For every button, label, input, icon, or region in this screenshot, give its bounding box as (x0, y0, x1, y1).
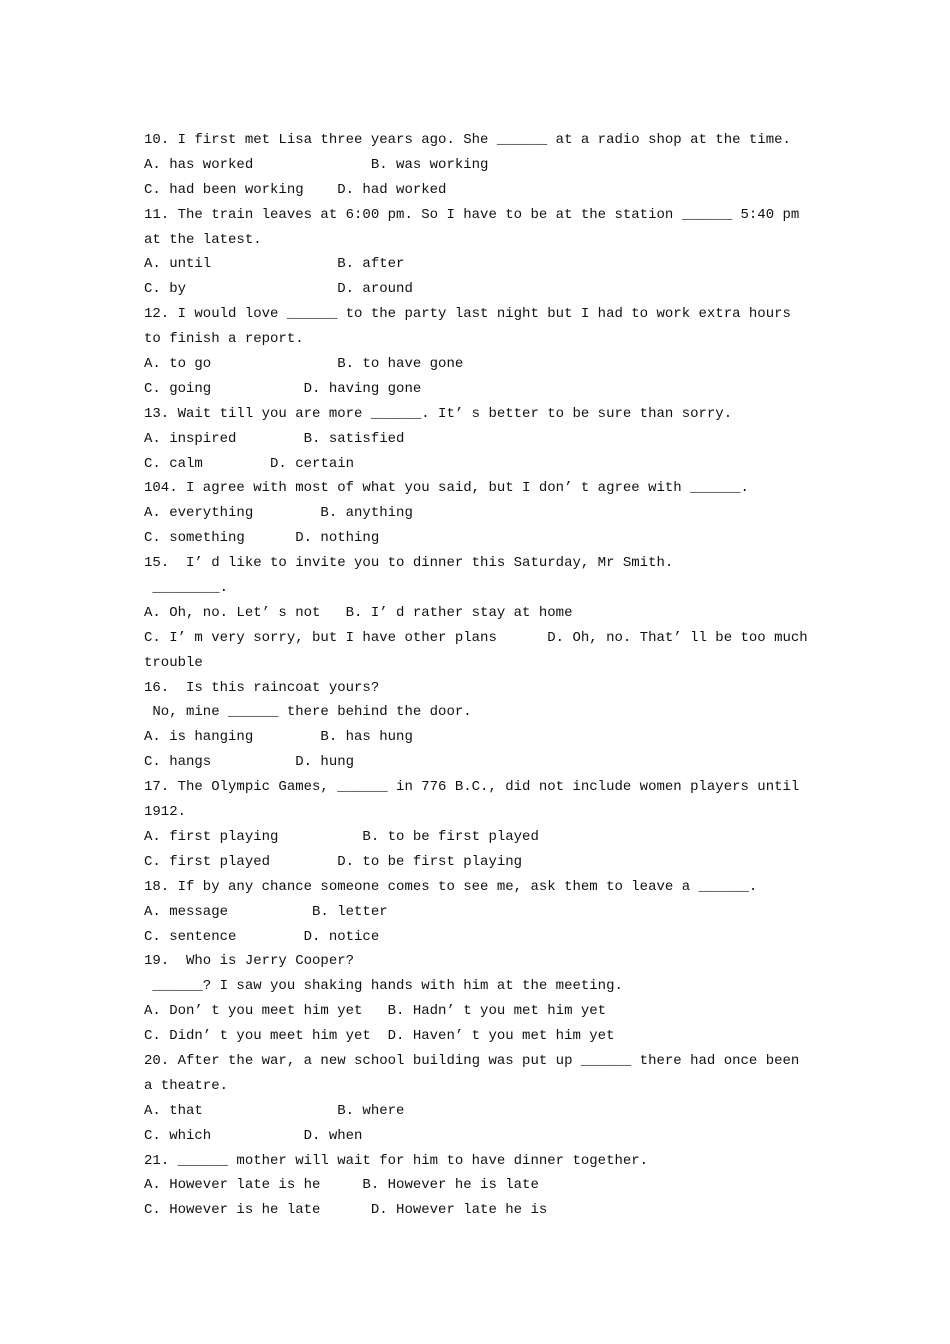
question-text-line: 16. Is this raincoat yours? (144, 679, 380, 696)
answer-options-line: C. had been working D. had worked (144, 181, 447, 198)
question-text-line: a theatre. (144, 1077, 229, 1094)
answer-options-line: A. inspired B. satisfied (144, 430, 405, 447)
question-text-line: 10. I first met Lisa three years ago. She ______ at a radio shop at the time. (144, 132, 791, 148)
answer-options-line: A. message B. letter (144, 903, 388, 920)
question-text-line: 21. ______ mother will wait for him to have dinner together. (144, 1152, 649, 1169)
question-text-line: No, mine ______ there behind the door. (144, 704, 472, 721)
question-text-line: 1912. (144, 804, 187, 821)
answer-options-line: C. calm D. certain (144, 455, 355, 472)
answer-options-line: C. Didn’ t you meet him yet D. Haven’ t you met him yet (144, 1028, 615, 1045)
answer-options-line: C. sentence D. notice (144, 928, 380, 945)
question-text-line: ________. (144, 580, 229, 597)
answer-options-line: C. However is he late D. However late he is (144, 1202, 548, 1219)
answer-options-line: C. first played D. to be first playing (144, 853, 523, 870)
answer-options-line: C. by D. around (144, 281, 413, 298)
answer-options-line: A. that B. where (144, 1102, 405, 1119)
question-text-line: 19. Who is Jerry Cooper? (144, 953, 355, 970)
answer-options-line: C. which D. when (144, 1127, 363, 1144)
question-text-line: 104. I agree with most of what you said, but I don’ t agree with ______. (144, 480, 749, 497)
question-text-line: 20. After the war, a new school building was put up ______ there had once been (144, 1052, 800, 1069)
answer-options-line: A. everything B. anything (144, 505, 413, 522)
answer-options-line: C. I’ m very sorry, but I have other plans D. Oh, no. That’ ll be too much (144, 629, 808, 646)
question-text-line: ______? I saw you shaking hands with him at the meeting. (144, 978, 623, 995)
question-text-line: 15. I’ d like to invite you to dinner this Saturday, Mr Smith. (144, 555, 674, 572)
answer-options-line: C. going D. having gone (144, 380, 422, 397)
question-text-line: to finish a report. (144, 331, 304, 348)
exam-document (144, 128, 808, 1223)
question-text-line: 11. The train leaves at 6:00 pm. So I have to be at the station ______ 5:40 pm (144, 206, 800, 223)
answer-options-line: A. to go B. to have gone (144, 356, 464, 373)
answer-options-line: A. However late is he B. However he is late (144, 1177, 539, 1194)
question-text-line: trouble (144, 654, 203, 671)
question-text-line: 12. I would love ______ to the party last night but I had to work extra hours (144, 306, 791, 323)
answer-options-line: C. hangs D. hung (144, 754, 355, 771)
answer-options-line: A. Don’ t you meet him yet B. Hadn’ t you met him yet (144, 1003, 607, 1020)
answer-options-line: A. first playing B. to be first played (144, 828, 539, 845)
answer-options-line: A. Oh, no. Let’ s not B. I’ d rather stay at home (144, 604, 573, 621)
question-text-line: at the latest. (144, 231, 262, 248)
question-text-line: 17. The Olympic Games, ______ in 776 B.C., did not include women players until (144, 779, 800, 796)
answer-options-line: C. something D. nothing (144, 530, 380, 547)
answer-options-line: A. is hanging B. has hung (144, 729, 413, 746)
question-text-line: 18. If by any chance someone comes to see me, ask them to leave a ______. (144, 878, 758, 895)
answer-options-line: A. until B. after (144, 256, 405, 273)
question-text-line: 13. Wait till you are more ______. It’ s better to be sure than sorry. (144, 405, 733, 422)
answer-options-line: A. has worked B. was working (144, 156, 489, 173)
